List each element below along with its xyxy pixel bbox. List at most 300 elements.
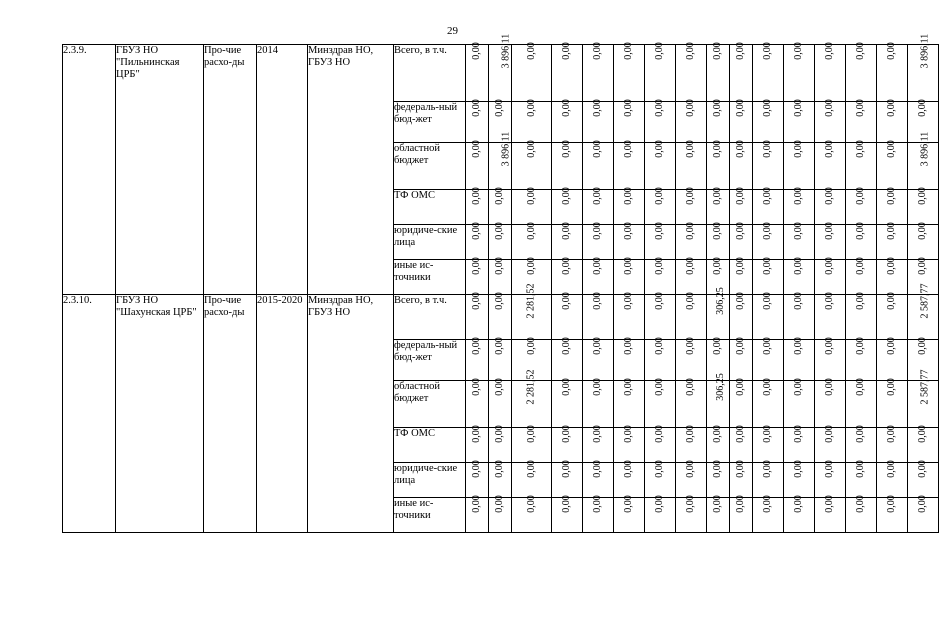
amount-cell	[489, 33, 512, 102]
amount-value: 0,00	[525, 187, 537, 205]
amount-value: 0,00	[623, 337, 634, 355]
amount-value: 0,00	[855, 378, 866, 396]
amount-value: 0,00	[561, 378, 572, 396]
amount-value: 0,00	[886, 140, 897, 158]
amount-value: 0,00	[855, 257, 866, 275]
amount-cell	[877, 378, 908, 428]
amount-value: 0,00	[855, 187, 866, 205]
amount-value: 0,00	[471, 99, 482, 117]
amount-value: 2 587,77	[919, 283, 931, 319]
table-body	[63, 33, 939, 533]
amount-value: 0,00	[685, 292, 696, 310]
amount-value: 0,00	[886, 460, 897, 478]
amount-value: 0,00	[735, 222, 746, 240]
amount-value: 2 281,52	[525, 369, 537, 405]
amount-cell	[846, 460, 877, 498]
amount-cell	[908, 460, 939, 498]
amount-cell	[846, 337, 877, 381]
amount-value: 0,00	[855, 425, 866, 443]
amount-value: 0,00	[735, 99, 746, 117]
amount-value: 0,00	[685, 495, 696, 513]
amount-value: 0,00	[735, 257, 746, 275]
amount-cell	[908, 131, 939, 190]
amount-value: 0,00	[712, 337, 723, 355]
amount-value: 0,00	[886, 292, 897, 310]
amount-value: 0,00	[494, 495, 505, 513]
amount-cell	[877, 257, 908, 295]
amount-cell	[466, 42, 489, 102]
amount-value: 0,00	[471, 292, 482, 310]
amount-cell	[753, 425, 784, 463]
amount-value: 3 896,11	[500, 33, 512, 69]
amount-value: 0,00	[561, 187, 572, 205]
expense-type: Про-чие расхо-ды	[204, 45, 257, 295]
amount-cell	[676, 378, 707, 428]
amount-cell	[676, 99, 707, 143]
amount-value: 0,00	[654, 222, 665, 240]
amount-value: 0,00	[592, 140, 603, 158]
amount-value: 0,00	[762, 495, 773, 513]
amount-value: 0,00	[561, 140, 572, 158]
amount-cell	[908, 369, 939, 428]
amount-cell	[552, 495, 583, 533]
amount-value: 0,00	[561, 460, 572, 478]
amount-value: 0,00	[471, 460, 482, 478]
amount-cell	[753, 378, 784, 428]
amount-cell	[676, 495, 707, 533]
amount-value: 0,00	[561, 495, 572, 513]
amount-cell	[614, 425, 645, 463]
amount-value: 0,00	[525, 495, 537, 513]
amount-value: 0,00	[592, 42, 603, 60]
amount-cell	[676, 292, 707, 340]
budget-table	[62, 33, 939, 533]
period: 2014	[257, 45, 308, 295]
amount-cell	[730, 378, 753, 428]
amount-value: 0,00	[471, 257, 482, 275]
amount-value: 0,00	[735, 378, 746, 396]
amount-value: 0,00	[793, 425, 804, 443]
amount-cell	[512, 369, 552, 428]
amount-value: 0,00	[712, 222, 723, 240]
amount-cell	[877, 42, 908, 102]
amount-cell	[466, 460, 489, 498]
amount-cell	[645, 495, 676, 533]
amount-cell	[815, 495, 846, 533]
amount-value: 0,00	[685, 378, 696, 396]
amount-value: 0,00	[494, 257, 505, 275]
funding-source: областной бюджет	[394, 143, 466, 190]
amount-value: 0,00	[793, 42, 804, 60]
amount-cell	[676, 140, 707, 190]
amount-cell	[815, 257, 846, 295]
amount-value: 0,00	[917, 99, 928, 117]
amount-cell	[583, 257, 614, 295]
amount-cell	[583, 337, 614, 381]
amount-value: 0,00	[623, 140, 634, 158]
amount-cell	[614, 222, 645, 260]
funding-source: юридиче-ские лица	[394, 463, 466, 498]
amount-cell	[466, 292, 489, 340]
amount-cell	[707, 373, 730, 428]
amount-value: 0,00	[592, 222, 603, 240]
amount-value: 0,00	[917, 460, 928, 478]
amount-value: 0,00	[654, 292, 665, 310]
amount-value: 0,00	[525, 140, 537, 158]
amount-value: 0,00	[623, 42, 634, 60]
amount-value: 0,00	[793, 460, 804, 478]
amount-value: 0,00	[494, 378, 505, 396]
amount-cell	[815, 99, 846, 143]
amount-value: 0,00	[592, 378, 603, 396]
amount-cell	[489, 495, 512, 533]
funding-source: ТФ ОМС	[394, 190, 466, 225]
table-row	[63, 45, 939, 102]
amount-cell	[815, 425, 846, 463]
amount-cell	[908, 495, 939, 533]
amount-cell	[614, 140, 645, 190]
amount-cell	[846, 378, 877, 428]
amount-cell	[614, 337, 645, 381]
amount-cell	[676, 257, 707, 295]
amount-value: 0,00	[471, 42, 482, 60]
amount-cell	[489, 187, 512, 225]
amount-cell	[753, 292, 784, 340]
amount-value: 0,00	[793, 187, 804, 205]
amount-cell	[512, 42, 552, 102]
amount-cell	[552, 187, 583, 225]
amount-cell	[552, 337, 583, 381]
amount-cell	[583, 42, 614, 102]
amount-cell	[583, 495, 614, 533]
expense-type: Про-чие расхо-ды	[204, 295, 257, 533]
amount-cell	[645, 187, 676, 225]
amount-value: 0,00	[654, 378, 665, 396]
amount-cell	[512, 283, 552, 340]
organization-name: ГБУЗ НО "Шахунская ЦРБ"	[116, 295, 204, 533]
amount-cell	[614, 187, 645, 225]
amount-value: 0,00	[685, 222, 696, 240]
amount-value: 0,00	[592, 257, 603, 275]
amount-value: 0,00	[824, 222, 835, 240]
amount-value: 0,00	[855, 292, 866, 310]
amount-value: 0,00	[735, 425, 746, 443]
amount-value: 0,00	[471, 222, 482, 240]
amount-value: 0,00	[525, 222, 537, 240]
amount-value: 0,00	[735, 337, 746, 355]
amount-cell	[676, 187, 707, 225]
amount-value: 0,00	[735, 187, 746, 205]
amount-value: 0,00	[824, 337, 835, 355]
amount-value: 0,00	[824, 99, 835, 117]
amount-value: 0,00	[654, 42, 665, 60]
amount-value: 0,00	[712, 187, 723, 205]
amount-value: 0,00	[471, 337, 482, 355]
funding-source: федераль-ный бюд-жет	[394, 102, 466, 143]
amount-cell	[730, 257, 753, 295]
amount-cell	[645, 42, 676, 102]
amount-value: 0,00	[793, 140, 804, 158]
amount-value: 0,00	[735, 140, 746, 158]
amount-value: 0,00	[762, 292, 773, 310]
amount-value: 0,00	[824, 460, 835, 478]
amount-cell	[877, 99, 908, 143]
amount-cell	[877, 460, 908, 498]
amount-cell	[877, 187, 908, 225]
amount-value: 0,00	[685, 460, 696, 478]
amount-value: 0,00	[793, 292, 804, 310]
amount-value: 0,00	[561, 337, 572, 355]
amount-value: 0,00	[592, 187, 603, 205]
amount-cell	[753, 257, 784, 295]
amount-cell	[784, 187, 815, 225]
amount-cell	[466, 378, 489, 428]
amount-value: 0,00	[685, 337, 696, 355]
amount-value: 0,00	[793, 257, 804, 275]
amount-cell	[707, 460, 730, 498]
amount-value: 0,00	[592, 460, 603, 478]
amount-value: 0,00	[886, 257, 897, 275]
amount-value: 0,00	[494, 337, 505, 355]
amount-value: 0,00	[824, 187, 835, 205]
amount-value: 0,00	[855, 140, 866, 158]
amount-cell	[466, 495, 489, 533]
amount-cell	[614, 99, 645, 143]
amount-cell	[489, 337, 512, 381]
amount-cell	[784, 460, 815, 498]
amount-value: 0,00	[762, 222, 773, 240]
amount-cell	[877, 140, 908, 190]
amount-value: 0,00	[623, 257, 634, 275]
amount-value: 0,00	[654, 140, 665, 158]
amount-value: 0,00	[824, 378, 835, 396]
amount-value: 306,25	[714, 287, 726, 315]
amount-cell	[489, 460, 512, 498]
amount-value: 0,00	[494, 460, 505, 478]
amount-cell	[753, 222, 784, 260]
amount-value: 0,00	[762, 187, 773, 205]
amount-value: 0,00	[685, 99, 696, 117]
amount-cell	[489, 131, 512, 190]
amount-cell	[784, 495, 815, 533]
amount-value: 0,00	[494, 187, 505, 205]
amount-value: 0,00	[471, 495, 482, 513]
amount-cell	[784, 292, 815, 340]
amount-value: 0,00	[917, 495, 928, 513]
funding-source: иные ис-точники	[394, 260, 466, 295]
amount-cell	[645, 460, 676, 498]
amount-value: 0,00	[793, 495, 804, 513]
amount-cell	[512, 460, 552, 498]
amount-cell	[645, 292, 676, 340]
amount-cell	[753, 42, 784, 102]
administrator: Минздрав НО, ГБУЗ НО	[308, 295, 394, 533]
amount-value: 0,00	[712, 99, 723, 117]
amount-cell	[552, 460, 583, 498]
amount-value: 0,00	[793, 378, 804, 396]
amount-cell	[707, 187, 730, 225]
amount-value: 0,00	[886, 187, 897, 205]
amount-value: 0,00	[735, 42, 746, 60]
amount-cell	[846, 42, 877, 102]
amount-cell	[908, 187, 939, 225]
amount-value: 0,00	[855, 42, 866, 60]
amount-cell	[583, 425, 614, 463]
amount-cell	[730, 187, 753, 225]
amount-cell	[614, 378, 645, 428]
amount-value: 0,00	[824, 495, 835, 513]
amount-cell	[784, 257, 815, 295]
amount-cell	[784, 222, 815, 260]
amount-value: 0,00	[685, 257, 696, 275]
amount-cell	[489, 378, 512, 428]
item-code: 2.3.10.	[63, 295, 116, 533]
amount-cell	[707, 287, 730, 340]
amount-value: 0,00	[471, 187, 482, 205]
amount-cell	[784, 99, 815, 143]
amount-value: 0,00	[592, 337, 603, 355]
amount-cell	[908, 283, 939, 340]
amount-value: 0,00	[855, 495, 866, 513]
amount-cell	[846, 495, 877, 533]
amount-value: 0,00	[886, 425, 897, 443]
amount-value: 0,00	[525, 337, 537, 355]
amount-value: 0,00	[592, 99, 603, 117]
amount-cell	[846, 425, 877, 463]
amount-value: 0,00	[592, 425, 603, 443]
amount-cell	[552, 257, 583, 295]
amount-cell	[846, 99, 877, 143]
amount-cell	[815, 460, 846, 498]
amount-cell	[707, 42, 730, 102]
amount-cell	[466, 99, 489, 143]
amount-value: 0,00	[886, 222, 897, 240]
amount-value: 3 896,11	[919, 131, 931, 167]
amount-value: 0,00	[762, 140, 773, 158]
amount-value: 0,00	[886, 378, 897, 396]
amount-cell	[707, 99, 730, 143]
amount-value: 0,00	[855, 222, 866, 240]
funding-source: иные ис-точники	[394, 498, 466, 533]
amount-value: 0,00	[712, 42, 723, 60]
amount-cell	[583, 222, 614, 260]
amount-cell	[583, 99, 614, 143]
amount-value: 0,00	[623, 292, 634, 310]
amount-value: 0,00	[917, 187, 928, 205]
amount-value: 0,00	[762, 337, 773, 355]
amount-value: 0,00	[471, 425, 482, 443]
amount-cell	[583, 187, 614, 225]
amount-cell	[730, 337, 753, 381]
amount-cell	[583, 378, 614, 428]
amount-value: 0,00	[712, 257, 723, 275]
amount-cell	[877, 425, 908, 463]
amount-cell	[512, 495, 552, 533]
amount-value: 0,00	[762, 42, 773, 60]
funding-source: Всего, в т.ч.	[394, 295, 466, 340]
amount-value: 0,00	[561, 425, 572, 443]
amount-cell	[815, 222, 846, 260]
amount-value: 0,00	[762, 257, 773, 275]
amount-cell	[512, 140, 552, 190]
amount-cell	[730, 42, 753, 102]
amount-value: 0,00	[654, 99, 665, 117]
amount-cell	[784, 425, 815, 463]
amount-cell	[489, 257, 512, 295]
amount-cell	[846, 257, 877, 295]
organization-name: ГБУЗ НО "Пильнинская ЦРБ"	[116, 45, 204, 295]
funding-source: ТФ ОМС	[394, 428, 466, 463]
amount-cell	[512, 222, 552, 260]
amount-value: 0,00	[917, 425, 928, 443]
amount-cell	[877, 292, 908, 340]
amount-value: 0,00	[685, 187, 696, 205]
amount-cell	[908, 425, 939, 463]
amount-cell	[707, 425, 730, 463]
amount-value: 0,00	[793, 99, 804, 117]
amount-value: 0,00	[654, 187, 665, 205]
amount-cell	[730, 140, 753, 190]
amount-value: 0,00	[886, 337, 897, 355]
amount-cell	[730, 495, 753, 533]
amount-cell	[552, 140, 583, 190]
amount-cell	[466, 187, 489, 225]
amount-cell	[815, 140, 846, 190]
amount-value: 0,00	[712, 425, 723, 443]
amount-value: 0,00	[494, 99, 505, 117]
amount-cell	[846, 140, 877, 190]
amount-value: 0,00	[685, 140, 696, 158]
amount-value: 0,00	[623, 99, 634, 117]
amount-value: 306,25	[714, 373, 726, 401]
amount-cell	[552, 378, 583, 428]
amount-value: 0,00	[855, 99, 866, 117]
amount-cell	[614, 292, 645, 340]
amount-cell	[614, 495, 645, 533]
amount-cell	[753, 140, 784, 190]
amount-cell	[676, 460, 707, 498]
amount-cell	[730, 222, 753, 260]
amount-cell	[846, 187, 877, 225]
amount-cell	[815, 337, 846, 381]
amount-value: 0,00	[592, 292, 603, 310]
amount-value: 0,00	[712, 460, 723, 478]
amount-cell	[784, 140, 815, 190]
amount-value: 0,00	[793, 337, 804, 355]
amount-value: 0,00	[623, 378, 634, 396]
amount-cell	[908, 33, 939, 102]
amount-cell	[877, 222, 908, 260]
page-number: 29	[447, 25, 458, 37]
amount-cell	[846, 222, 877, 260]
amount-cell	[877, 337, 908, 381]
amount-value: 0,00	[561, 257, 572, 275]
amount-value: 0,00	[886, 495, 897, 513]
amount-cell	[552, 425, 583, 463]
amount-cell	[908, 222, 939, 260]
amount-cell	[784, 337, 815, 381]
amount-cell	[707, 495, 730, 533]
amount-value: 0,00	[886, 99, 897, 117]
amount-value: 0,00	[654, 337, 665, 355]
amount-cell	[489, 292, 512, 340]
amount-cell	[753, 187, 784, 225]
amount-cell	[552, 42, 583, 102]
amount-cell	[512, 187, 552, 225]
amount-value: 0,00	[494, 425, 505, 443]
amount-value: 2 587,77	[919, 369, 931, 405]
amount-value: 0,00	[592, 495, 603, 513]
